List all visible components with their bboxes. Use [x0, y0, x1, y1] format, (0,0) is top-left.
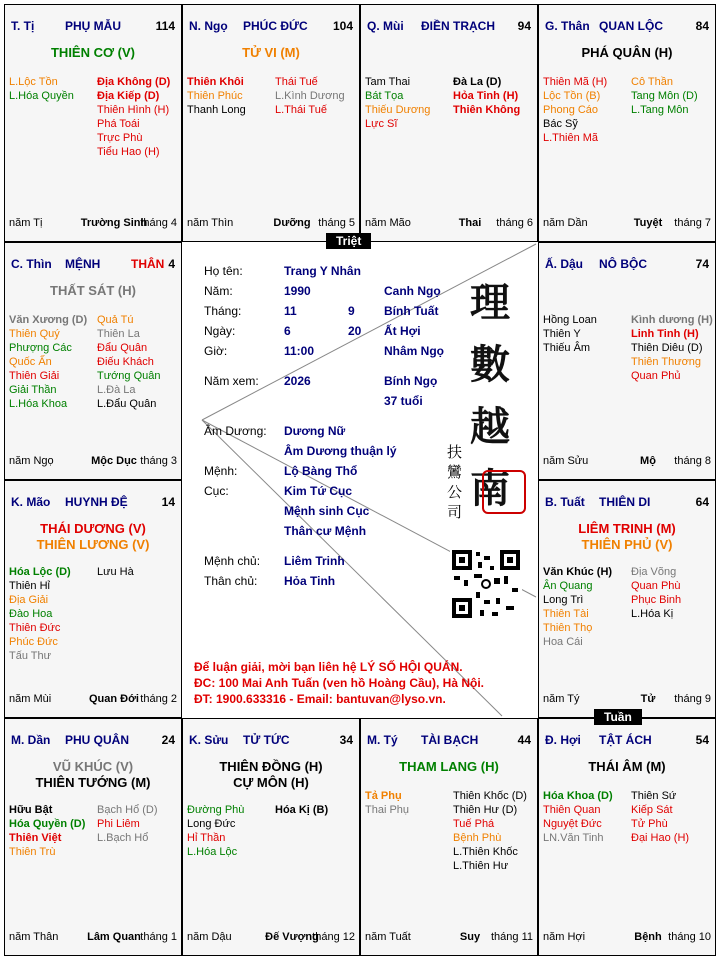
palace-number: 84 — [695, 19, 709, 33]
minor-star: Thiên Trù — [9, 846, 56, 858]
minor-stars-left — [9, 565, 71, 663]
minor-star: Thiên Khốc (D) — [453, 790, 527, 802]
minor-star: LN.Văn Tinh — [543, 832, 604, 844]
menhchu-value: Liêm Trinh — [284, 554, 345, 568]
main-stars — [539, 45, 715, 61]
palace-number: 114 — [155, 19, 175, 33]
minor-star: Thiên Giải — [9, 370, 60, 382]
minor-star: Hỉ Thần — [187, 832, 226, 844]
namxem-value: 2026 — [284, 374, 311, 388]
palace-name: NÔ BỘC — [599, 257, 647, 271]
thanchu-label: Thân chủ: — [204, 574, 258, 588]
main-stars — [361, 759, 537, 775]
main-star: VŨ KHÚC (V) — [52, 759, 134, 774]
minor-star: Thiên Hỉ — [9, 580, 50, 592]
main-star: THIÊN TƯỚNG (M) — [35, 775, 151, 790]
minor-star: L.Hóa Kị — [631, 608, 674, 620]
palace-ti — [4, 4, 182, 242]
minor-star: Quốc Ấn — [9, 356, 52, 368]
ngay-label: Ngày: — [204, 324, 236, 338]
footer-year: năm Thân — [9, 931, 59, 943]
minor-star: L.Đà La — [97, 384, 136, 396]
palace-header — [539, 733, 715, 749]
palace-footer — [187, 931, 355, 945]
footer-year: năm Tị — [9, 217, 43, 229]
amduong-value2: Âm Dương thuận lý — [284, 444, 397, 458]
minor-star: Thiên La — [97, 328, 140, 340]
main-star: THẤT SÁT (H) — [50, 283, 136, 298]
footer-year: năm Sửu — [543, 455, 589, 467]
minor-stars-right — [97, 313, 161, 411]
palace-footer — [543, 931, 711, 945]
palace-header — [183, 19, 359, 35]
main-stars — [5, 283, 181, 299]
minor-star: L.Hóa Khoa — [9, 398, 68, 410]
minor-stars-left — [9, 313, 87, 411]
minor-star: Ân Quang — [543, 580, 593, 592]
footer-year: năm Tuất — [365, 931, 411, 943]
minor-star: Bát Tọa — [365, 90, 404, 102]
contact-line-2: ĐC: 100 Mai Anh Tuấn (ven hồ Hoàng Cầu), Hà Nội. — [194, 676, 485, 690]
minor-stars-left — [543, 313, 597, 355]
footer-stage: Tuyệt — [633, 217, 663, 229]
palace-can: Ấ. Dậu — [545, 257, 584, 271]
main-star: THIÊN LƯƠNG (V) — [36, 537, 150, 552]
palace-footer — [543, 455, 711, 469]
palace-footer — [9, 217, 177, 231]
minor-star: Văn Khúc (H) — [543, 566, 613, 578]
palace-can: M. Tý — [367, 733, 398, 747]
minor-star: Long Trì — [543, 594, 584, 606]
thang-al: 11 — [284, 304, 297, 318]
footer-year: năm Tý — [543, 693, 580, 705]
minor-star: Tam Thai — [365, 76, 411, 88]
palace-number: 14 — [161, 495, 175, 509]
minor-stars-left — [9, 803, 85, 859]
palace-name: TẬT ÁCH — [599, 733, 652, 747]
minor-stars-right — [97, 565, 134, 579]
palace-footer — [9, 693, 177, 707]
ho-ten-label: Họ tên: — [204, 264, 243, 278]
palace-dan — [4, 718, 182, 956]
palace-suu — [182, 718, 360, 956]
minor-star: Đường Phù — [187, 804, 245, 816]
palace-ngo — [182, 4, 360, 242]
gio-value: 11:00 — [284, 344, 315, 358]
palace-header — [5, 733, 181, 749]
minor-star: Tuế Phá — [453, 818, 495, 830]
minor-star: Tang Môn (D) — [631, 90, 698, 102]
palace-header — [539, 257, 715, 273]
minor-star: Thiên Không — [453, 104, 521, 116]
minor-star: Đào Hoa — [9, 608, 53, 620]
footer-month: tháng 1 — [140, 931, 177, 943]
minor-stars-right — [275, 75, 345, 117]
minor-star: Cô Thần — [631, 76, 673, 88]
thang-dl: 9 — [348, 304, 355, 318]
palace-footer — [365, 931, 533, 945]
footer-year: năm Thìn — [187, 217, 234, 229]
amduong-value: Dương Nữ — [284, 424, 346, 438]
calligraphy-small: 扶鸞公司 — [447, 443, 463, 521]
palace-name: PHÚC ĐỨC — [243, 19, 308, 33]
minor-star: Địa Kiếp (D) — [97, 90, 160, 102]
minor-star: Nguyệt Đức — [543, 818, 602, 830]
minor-stars-right — [453, 75, 520, 117]
minor-star: Long Đức — [187, 818, 236, 830]
main-stars — [539, 521, 715, 553]
minor-star: Thiên Quan — [543, 804, 601, 816]
minor-star: L.Lộc Tồn — [9, 76, 58, 88]
minor-stars-right — [631, 789, 689, 845]
minor-star: Phong Cáo — [543, 104, 599, 116]
main-star: TỬ VI (M) — [242, 45, 300, 60]
palace-name: PHỤ MẪU — [65, 19, 121, 33]
palace-can: C. Thìn — [11, 257, 52, 271]
palace-header — [539, 19, 715, 35]
minor-star: Hóa Kị (B) — [275, 804, 329, 816]
palace-footer — [9, 931, 177, 945]
minor-star: Đại Hao (H) — [631, 832, 690, 844]
palace-footer — [543, 217, 711, 231]
palace-mao — [4, 480, 182, 718]
footer-month: tháng 7 — [674, 217, 711, 229]
minor-star: Tiểu Hao (H) — [97, 146, 160, 158]
cuc-value3: Thân cư Mệnh — [284, 524, 367, 538]
minor-stars-right — [631, 565, 681, 621]
minor-star: Thiên Y — [543, 328, 581, 340]
palace-ty — [360, 718, 538, 956]
red-seal-stamp — [482, 470, 526, 514]
minor-star: L.Thái Tuế — [275, 104, 327, 116]
minor-star: Địa Không (D) — [97, 76, 171, 88]
main-stars — [539, 759, 715, 775]
minor-star: Hóa Lộc (D) — [9, 566, 71, 578]
palace-than — [538, 4, 716, 242]
palace-name-than: THÂN — [131, 257, 165, 271]
minor-star: Trực Phù — [97, 132, 143, 144]
main-star: THIÊN PHỦ (V) — [581, 537, 673, 552]
thanchu-value: Hỏa Tinh — [284, 574, 336, 588]
minor-star: Hoa Cái — [543, 636, 583, 648]
tuoi: 37 tuổi — [384, 394, 423, 408]
footer-stage: Đế Vượng — [265, 931, 319, 943]
minor-star: Địa Giải — [9, 594, 49, 606]
footer-month: tháng 6 — [496, 217, 533, 229]
minor-star: Thiên Tài — [543, 608, 589, 620]
footer-stage: Mộc Dục — [91, 455, 137, 467]
footer-year: năm Mùi — [9, 693, 52, 705]
minor-star: L.Hóa Lộc — [187, 846, 238, 858]
palace-can: G. Thân — [545, 19, 590, 33]
minor-star: Bạch Hổ (D) — [97, 804, 158, 816]
footer-month: tháng 5 — [318, 217, 355, 229]
minor-star: Thiên Phúc — [187, 90, 243, 102]
minor-star: Thiên Sứ — [631, 790, 677, 802]
ngay-dl: 20 — [348, 324, 362, 338]
palace-hoi — [538, 718, 716, 956]
palace-number: 34 — [339, 733, 353, 747]
tuan-tag: Tuần — [594, 709, 642, 725]
main-star: THAM LANG (H) — [399, 759, 499, 774]
minor-star: L.Đẩu Quân — [97, 398, 157, 410]
minor-star: L.Thiên Hư — [453, 860, 509, 872]
palace-header — [5, 19, 181, 35]
minor-star: Tử Phù — [631, 818, 668, 830]
center-panel — [182, 242, 538, 718]
palace-thin — [4, 242, 182, 480]
minor-star: L.Tang Môn — [631, 104, 689, 116]
minor-star: Giải Thần — [9, 384, 57, 396]
minor-star: Thanh Long — [187, 104, 246, 116]
minor-star: Linh Tinh (H) — [631, 328, 699, 340]
minor-star: L.Kình Dương — [275, 90, 345, 102]
minor-star: Tấu Thư — [9, 650, 52, 662]
minor-star: Lực Sĩ — [365, 118, 398, 130]
palace-name: ĐIỀN TRẠCH — [421, 19, 495, 33]
minor-star: L.Hóa Quyền — [9, 90, 74, 102]
cuc-value: Kim Tứ Cục — [284, 484, 353, 498]
minor-star: Thiếu Dương — [365, 104, 431, 116]
main-star: THÁI ÂM (M) — [588, 759, 666, 774]
minor-stars-right — [97, 803, 158, 845]
main-star: LIÊM TRINH (M) — [578, 521, 676, 536]
minor-star: Tướng Quân — [97, 370, 161, 382]
cuc-label: Cục: — [204, 484, 229, 498]
minor-star: Phúc Đức — [9, 636, 58, 648]
palace-number: 104 — [332, 19, 353, 33]
minor-star: Lộc Tồn (B) — [543, 90, 601, 102]
palace-can: M. Dần — [11, 733, 51, 747]
palace-dau — [538, 242, 716, 480]
cuc-value2: Mệnh sinh Cục — [284, 504, 370, 518]
minor-star: Thiên Thương — [631, 356, 702, 368]
calligraphy-logo: 理數越南 — [470, 279, 510, 512]
palace-name: PHU QUÂN — [65, 733, 130, 747]
palace-can: N. Ngọ — [189, 19, 228, 33]
main-stars — [183, 759, 359, 791]
palace-name: MỆNH — [65, 257, 101, 271]
minor-stars-right — [453, 789, 527, 873]
minor-stars-left — [365, 789, 409, 817]
footer-year: năm Hợi — [543, 931, 586, 943]
footer-stage: Mộ — [640, 455, 656, 467]
footer-stage: Suy — [459, 931, 481, 943]
gio-label: Giờ: — [204, 344, 228, 358]
minor-star: Địa Võng — [631, 566, 677, 578]
namxem-can: Bính Ngọ — [384, 374, 438, 388]
main-stars — [5, 521, 181, 553]
minor-star: Thiếu Âm — [543, 342, 591, 354]
palace-mui — [360, 4, 538, 242]
ho-ten-value: Trang Y Nhân — [284, 264, 361, 278]
palace-header — [183, 733, 359, 749]
palace-name: TÀI BẠCH — [421, 733, 479, 747]
ngay-al: 6 — [284, 324, 291, 338]
minor-stars-right — [631, 75, 698, 117]
minor-star: Hỏa Tinh (H) — [453, 90, 519, 102]
palace-can: Đ. Hợi — [545, 733, 581, 747]
main-star: THIÊN ĐỒNG (H) — [219, 759, 323, 774]
minor-star: Điếu Khách — [97, 356, 154, 368]
footer-stage: Bệnh — [634, 931, 662, 943]
nam-can: Canh Ngọ — [384, 284, 441, 298]
footer-month: tháng 8 — [674, 455, 711, 467]
footer-month: tháng 12 — [312, 931, 355, 943]
nam-value: 1990 — [284, 284, 311, 298]
minor-stars-right — [97, 75, 170, 159]
thang-can: Bính Tuất — [384, 304, 439, 318]
palace-name: QUAN LỘC — [599, 19, 663, 33]
footer-stage: Tử — [640, 693, 656, 705]
main-stars — [5, 759, 181, 791]
minor-star: L.Thiên Mã — [543, 132, 599, 144]
palace-can: Q. Mùi — [367, 19, 404, 33]
minor-star: Tả Phụ — [365, 790, 402, 802]
palace-footer — [9, 455, 177, 469]
main-star: CỰ MÔN (H) — [233, 775, 309, 790]
palace-footer — [543, 693, 711, 707]
palace-header — [5, 495, 181, 511]
minor-star: Quan Phù — [631, 580, 681, 592]
palace-number: 24 — [161, 733, 175, 747]
minor-star: Hữu Bật — [9, 804, 53, 816]
minor-star: Thai Phụ — [365, 804, 410, 816]
minor-stars-left — [187, 803, 244, 859]
palace-footer — [365, 217, 533, 231]
minor-star: Văn Xương (D) — [9, 314, 88, 326]
minor-star: Hóa Quyền (D) — [9, 818, 86, 830]
minor-star: Quả Tú — [97, 314, 134, 326]
minor-stars-right — [275, 803, 328, 817]
minor-star: Đà La (D) — [453, 76, 502, 88]
main-stars — [183, 45, 359, 61]
namxem-label: Năm xem: — [204, 374, 259, 388]
minor-star: Hóa Khoa (D) — [543, 790, 613, 802]
minor-star: L.Thiên Khốc — [453, 846, 518, 858]
palace-name: HUYNH ĐỆ — [65, 495, 128, 509]
footer-stage: Thai — [458, 217, 482, 229]
footer-year: năm Ngọ — [9, 455, 54, 467]
palace-header — [361, 733, 537, 749]
ngay-can: Ất Hợi — [384, 324, 421, 338]
minor-star: Kình dương (H) — [631, 314, 713, 326]
palace-header — [361, 19, 537, 35]
menhchu-label: Mệnh chủ: — [204, 554, 261, 568]
minor-star: Thiên Quý — [9, 328, 60, 340]
footer-year: năm Dần — [543, 217, 588, 229]
minor-star: Phượng Các — [9, 342, 72, 354]
contact-line-1: Để luận giải, mời bạn liên hệ LÝ SỐ HỘI QUÁN. — [194, 660, 463, 674]
footer-month: tháng 9 — [674, 693, 711, 705]
main-star: PHÁ QUÂN (H) — [581, 45, 673, 60]
minor-star: Thiên Việt — [9, 832, 62, 844]
minor-star: L.Bạch Hổ — [97, 832, 149, 844]
minor-stars-left — [187, 75, 246, 117]
palace-number: 54 — [695, 733, 709, 747]
minor-stars-left — [543, 75, 607, 145]
minor-star: Quan Phủ — [631, 370, 681, 382]
footer-month: tháng 4 — [140, 217, 177, 229]
palace-name: TỬ TỨC — [243, 733, 290, 747]
minor-star: Phá Toái — [97, 118, 140, 130]
qr-code-icon — [450, 548, 522, 620]
footer-year: năm Dậu — [187, 931, 232, 943]
minor-stars-left — [543, 789, 613, 845]
footer-stage: Trường Sinh — [80, 217, 148, 229]
contact-line-3: ĐT: 1900.633316 - Email: bantuvan@lyso.vn. — [194, 692, 446, 706]
minor-star: Đẩu Quân — [97, 342, 148, 354]
footer-stage: Dưỡng — [273, 217, 311, 229]
minor-star: Phục Binh — [631, 594, 682, 606]
menh-value: Lộ Bàng Thổ — [284, 464, 358, 478]
footer-stage: Quan Đới — [89, 693, 139, 705]
minor-star: Bác Sỹ — [543, 118, 578, 130]
minor-star: Thiên Thọ — [543, 622, 593, 634]
palace-can: K. Sửu — [189, 733, 229, 747]
minor-star: Thái Tuế — [275, 76, 318, 88]
nam-label: Năm: — [204, 284, 233, 298]
minor-stars-left — [543, 565, 612, 649]
minor-star: Lưu Hà — [97, 566, 134, 578]
footer-month: tháng 2 — [140, 693, 177, 705]
minor-star: Hồng Loan — [543, 314, 597, 326]
amduong-label: Âm Dương: — [204, 424, 267, 438]
minor-star: Kiếp Sát — [631, 804, 673, 816]
footer-month: tháng 11 — [490, 931, 533, 943]
palace-header — [5, 257, 181, 273]
footer-month: tháng 10 — [668, 931, 711, 943]
minor-star: Phi Liêm — [97, 818, 140, 830]
footer-month: tháng 3 — [140, 455, 177, 467]
palace-number: 94 — [517, 19, 531, 33]
palace-number: 44 — [517, 733, 531, 747]
footer-stage: Lâm Quan — [87, 931, 141, 943]
main-stars — [5, 45, 181, 61]
minor-stars-left — [9, 75, 74, 103]
palace-number: 4 — [168, 257, 175, 271]
main-star: THÁI DƯƠNG (V) — [40, 521, 146, 536]
minor-star: Thiên Diêu (D) — [631, 342, 703, 354]
palace-header — [539, 495, 715, 511]
minor-star: Thiên Khôi — [187, 76, 244, 88]
minor-star: Thiên Hư (D) — [453, 804, 518, 816]
triet-tag: Triệt — [326, 233, 371, 249]
minor-stars-right — [631, 313, 713, 383]
minor-star: Thiên Hình (H) — [97, 104, 170, 116]
footer-year: năm Mão — [365, 217, 411, 229]
minor-star: Thiên Đức — [9, 622, 61, 634]
palace-can: T. Tị — [11, 19, 35, 33]
minor-star: Thiên Mã (H) — [543, 76, 608, 88]
menh-label: Mệnh: — [204, 464, 238, 478]
gio-can: Nhâm Ngọ — [384, 344, 444, 358]
minor-stars-left — [365, 75, 430, 131]
palace-can: B. Tuất — [545, 495, 585, 509]
thang-label: Tháng: — [204, 304, 242, 318]
palace-footer — [187, 217, 355, 231]
main-star: THIÊN CƠ (V) — [50, 45, 136, 60]
palace-number: 74 — [695, 257, 709, 271]
palace-name: THIÊN DI — [599, 495, 651, 509]
palace-tuat — [538, 480, 716, 718]
palace-number: 64 — [695, 495, 709, 509]
palace-can: K. Mão — [11, 495, 51, 509]
minor-star: Bệnh Phù — [453, 832, 502, 844]
